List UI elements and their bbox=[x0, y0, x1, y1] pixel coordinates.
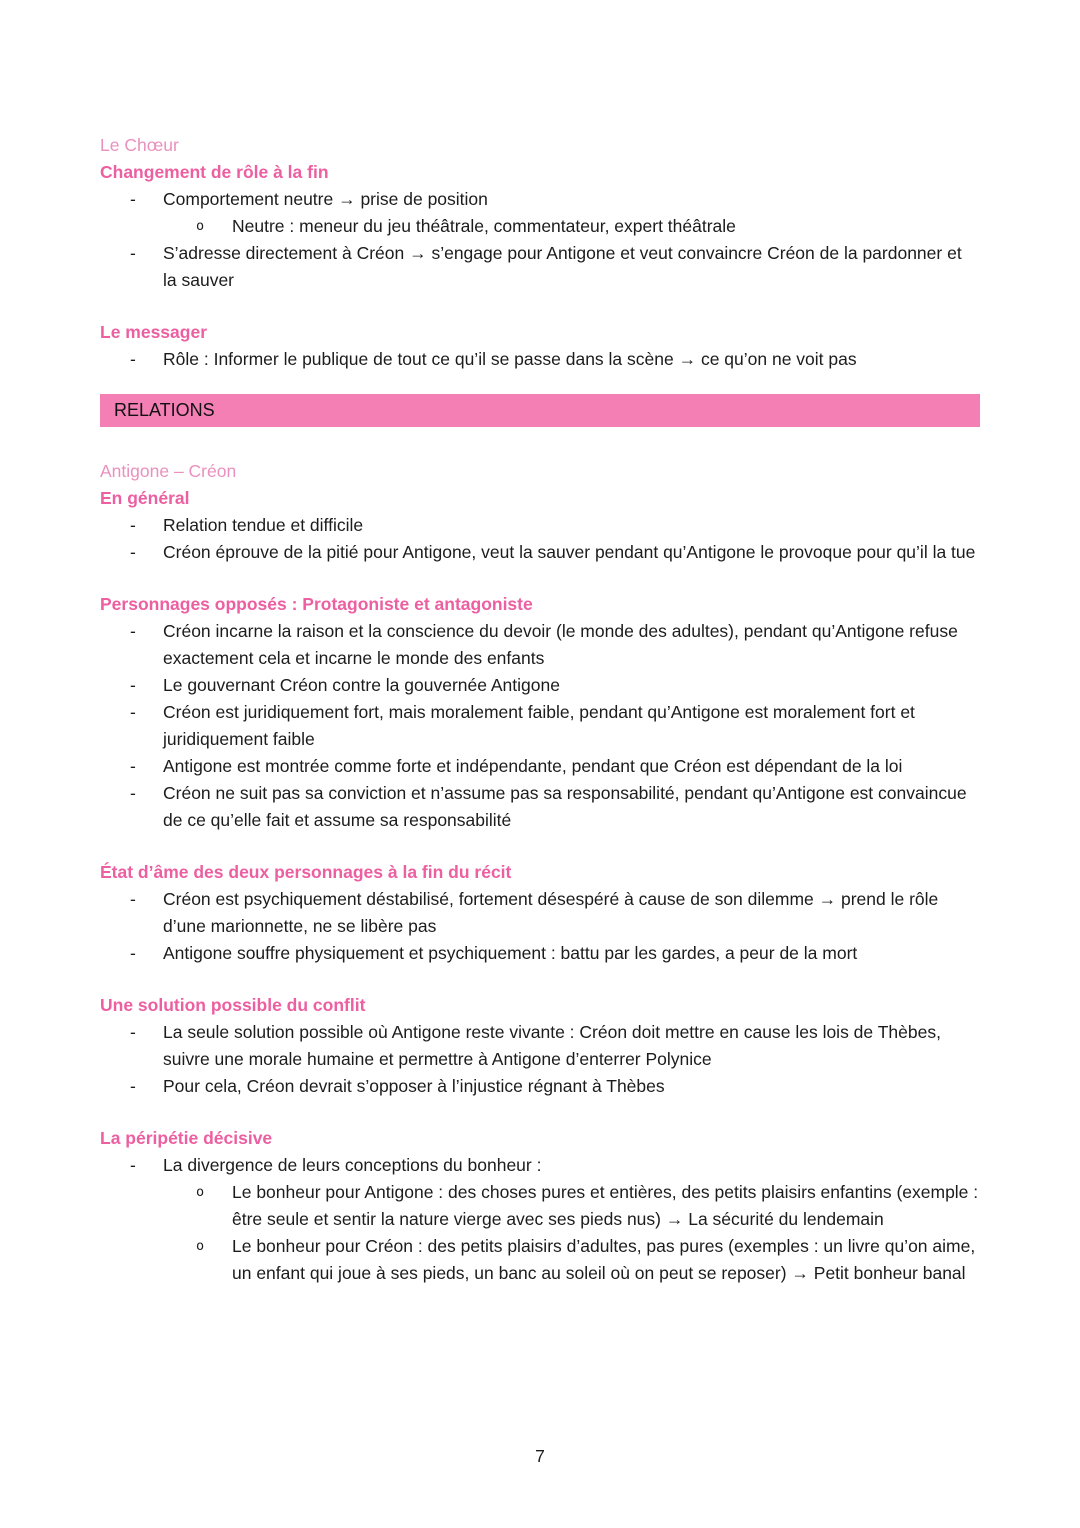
section-heading: Changement de rôle à la fin bbox=[100, 162, 329, 182]
section-heading: Le messager bbox=[100, 322, 208, 342]
document-section bbox=[100, 992, 980, 1100]
document-section bbox=[100, 859, 980, 967]
list-item-text: Créon éprouve de la pitié pour Antigone, veut la sauver pendant qu’Antigone le provoque pour qu’il la tue bbox=[163, 542, 976, 562]
section-subheading: Le Chœur bbox=[100, 135, 179, 155]
list-item bbox=[100, 780, 980, 834]
list-item bbox=[100, 240, 980, 294]
list-item bbox=[100, 512, 980, 539]
section-heading: En général bbox=[100, 488, 190, 508]
dash-bullet: - bbox=[130, 783, 136, 803]
page-number: 7 bbox=[535, 1446, 545, 1466]
document-section bbox=[100, 132, 980, 294]
list-item bbox=[100, 213, 980, 240]
section-heading: La péripétie décisive bbox=[100, 1128, 273, 1148]
list-item-text: Relation tendue et difficile bbox=[163, 515, 364, 535]
dash-bullet: - bbox=[130, 756, 136, 776]
section-heading: Personnages opposés : Protagoniste et antagoniste bbox=[100, 594, 533, 614]
list-item-text: S’adresse directement à Créon → s’engage pour Antigone et veut convaincre Créon de la pardonner et la sauver bbox=[163, 243, 962, 290]
list-item-text: Antigone est montrée comme forte et indépendante, pendant que Créon est dépendant de la loi bbox=[163, 756, 903, 776]
list-item bbox=[100, 753, 980, 780]
list-item bbox=[100, 1019, 980, 1073]
circle-bullet: o bbox=[196, 218, 205, 234]
section-banner: RELATIONS bbox=[100, 394, 980, 427]
section-heading: État d’âme des deux personnages à la fin du récit bbox=[100, 862, 512, 882]
list-item bbox=[100, 1233, 980, 1287]
list-item-text: La divergence de leurs conceptions du bonheur : bbox=[163, 1155, 542, 1175]
circle-bullet: o bbox=[196, 1238, 205, 1254]
dash-bullet: - bbox=[130, 702, 136, 722]
list-item bbox=[100, 699, 980, 753]
document-section bbox=[100, 1125, 980, 1287]
list-item-text: Créon est juridiquement fort, mais moralement faible, pendant qu’Antigone est moralement fort et juridiquement faible bbox=[163, 702, 915, 749]
dash-bullet: - bbox=[130, 889, 136, 909]
dash-bullet: - bbox=[130, 1076, 136, 1096]
list-item bbox=[100, 618, 980, 672]
document-content bbox=[100, 132, 980, 1287]
dash-bullet: - bbox=[130, 621, 136, 641]
document-section bbox=[100, 591, 980, 834]
dash-bullet: - bbox=[130, 1022, 136, 1042]
list-item-text: Pour cela, Créon devrait s’opposer à l’injustice régnant à Thèbes bbox=[163, 1076, 665, 1096]
dash-bullet: - bbox=[130, 943, 136, 963]
dash-bullet: - bbox=[130, 1155, 136, 1175]
list-item-text: Le gouvernant Créon contre la gouvernée Antigone bbox=[163, 675, 560, 695]
list-item bbox=[100, 539, 980, 566]
document-section bbox=[100, 319, 980, 373]
dash-bullet: - bbox=[130, 349, 136, 369]
document-section bbox=[100, 458, 980, 566]
list-item-text: Neutre : meneur du jeu théâtrale, commentateur, expert théâtrale bbox=[232, 216, 736, 236]
list-item-text: La seule solution possible où Antigone reste vivante : Créon doit mettre en cause les lois de Thèbes, suivre une morale humaine et permettre à Antigone d’enterrer Polynice bbox=[163, 1022, 941, 1069]
list-item bbox=[100, 346, 980, 373]
list-item-text: Créon ne suit pas sa conviction et n’assume pas sa responsabilité, pendant qu’Antigone est convaincue de ce qu’elle fait et assume sa responsabilité bbox=[163, 783, 967, 830]
section-subheading: Antigone – Créon bbox=[100, 461, 237, 481]
list-item bbox=[100, 886, 980, 940]
dash-bullet: - bbox=[130, 515, 136, 535]
list-item bbox=[100, 672, 980, 699]
circle-bullet: o bbox=[196, 1184, 205, 1200]
list-item-text: Antigone souffre physiquement et psychiquement : battu par les gardes, a peur de la mort bbox=[163, 943, 858, 963]
list-item-text: Créon incarne la raison et la conscience du devoir (le monde des adultes), pendant qu’Antigone refuse exactement cela et incarne le monde des enfants bbox=[163, 621, 958, 668]
dash-bullet: - bbox=[130, 243, 136, 263]
list-item-text: Créon est psychiquement déstabilisé, fortement désespéré à cause de son dilemme → prend le rôle d’une marionnette, ne se libère pas bbox=[163, 889, 939, 936]
list-item-text: Rôle : Informer le publique de tout ce qu’il se passe dans la scène → ce qu’on ne voit pas bbox=[163, 349, 857, 369]
list-item-text: Comportement neutre → prise de position bbox=[163, 189, 488, 209]
dash-bullet: - bbox=[130, 675, 136, 695]
list-item-text: Le bonheur pour Antigone : des choses pures et entières, des petits plaisirs enfantins (exemple : être seule et sentir la nature vierge avec ses pieds nus) → La sécurité du lendemain bbox=[232, 1182, 979, 1229]
list-item bbox=[100, 940, 980, 967]
list-item bbox=[100, 1179, 980, 1233]
dash-bullet: - bbox=[130, 542, 136, 562]
dash-bullet: - bbox=[130, 189, 136, 209]
list-item bbox=[100, 1152, 980, 1179]
list-item bbox=[100, 186, 980, 213]
list-item-text: Le bonheur pour Créon : des petits plaisirs d’adultes, pas pures (exemples : un livre qu’on aime, un enfant qui joue à ses pieds, un banc au soleil où on peut se reposer) → Petit bonheur banal bbox=[232, 1236, 976, 1283]
list-item bbox=[100, 1073, 980, 1100]
section-heading: Une solution possible du conflit bbox=[100, 995, 366, 1015]
